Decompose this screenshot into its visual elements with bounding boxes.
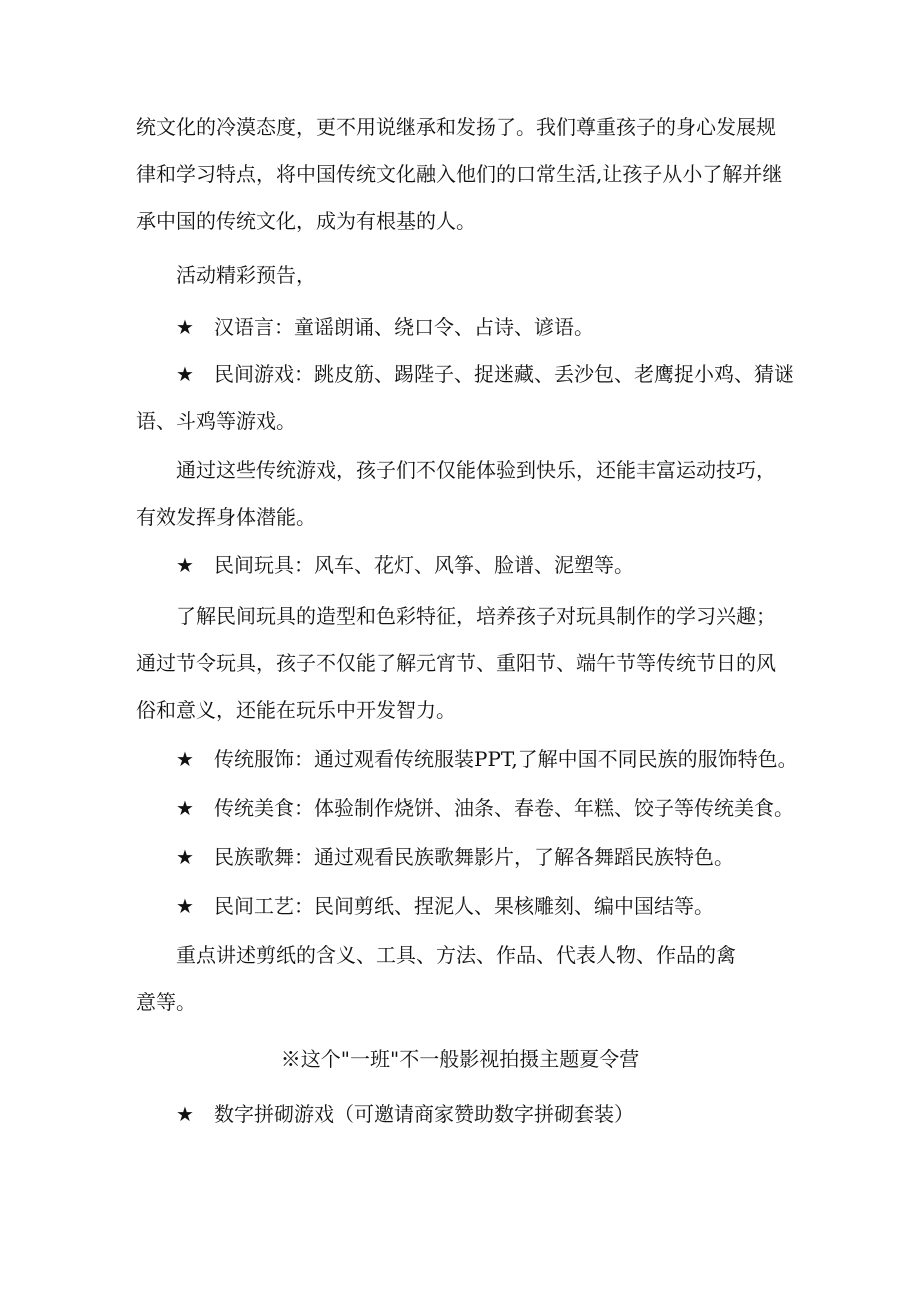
item-folk-toys-text: 民间玩具：风车、花灯、风筝、脸谱、泥塑等。 bbox=[214, 553, 634, 577]
intro-paragraph bbox=[136, 104, 796, 245]
intro-line-2: 律和学习特点，将中国传统文化融入他们的口常生活,让孩子从小了解并继 bbox=[136, 162, 783, 186]
toys-note-line-1: 了解民间玩具的造型和色彩特征，培养孩子对玩具制作的学习兴趣； bbox=[176, 604, 776, 628]
crafts-note-paragraph bbox=[136, 932, 796, 1026]
item-food bbox=[136, 785, 796, 832]
toys-note-line-2: 通过节令玩具，孩子不仅能了解元宵节、重阳节、端午节等传统节日的风 bbox=[136, 651, 776, 675]
item-chinese bbox=[136, 304, 796, 351]
item-dance bbox=[136, 834, 796, 881]
crafts-note-line-1: 重点讲述剪纸的含义、工具、方法、作品、代表人物、作品的禽 bbox=[176, 943, 736, 967]
item-puzzle bbox=[136, 1091, 796, 1138]
star-icon: ★ bbox=[176, 894, 194, 918]
preview-heading-text: 活动精彩预告， bbox=[176, 263, 316, 287]
star-icon: ★ bbox=[176, 796, 194, 820]
star-icon: ★ bbox=[176, 1102, 194, 1126]
preview-heading bbox=[136, 252, 796, 299]
item-costume bbox=[136, 736, 796, 783]
item-chinese-text: 汉语言：童谣朗诵、绕口令、占诗、谚语。 bbox=[214, 315, 594, 339]
item-costume-text: 传统服饰：通过观看传统服装PPT,了解中国不同民族的服饰特色。 bbox=[214, 747, 798, 771]
item-folk-toys bbox=[136, 542, 796, 589]
intro-line-1: 统文化的冷漠态度，更不用说继承和发扬了。我们尊重孩子的身心发展规 bbox=[136, 115, 776, 139]
item-crafts-text: 民间工艺：民间剪纸、捏泥人、果核雕刻、编中国结等。 bbox=[214, 894, 714, 918]
toys-note-paragraph bbox=[136, 593, 796, 734]
star-icon: ★ bbox=[176, 845, 194, 869]
star-icon: ★ bbox=[176, 553, 194, 577]
star-icon: ★ bbox=[176, 315, 194, 339]
item-folk-games-text-2: 语、斗鸡等游戏。 bbox=[136, 409, 296, 433]
crafts-note-line-2: 意等。 bbox=[136, 990, 196, 1014]
item-puzzle-text: 数字拼砌游戏（可邀请商家赞助数字拼砌套装） bbox=[214, 1102, 634, 1126]
item-dance-text: 民族歌舞：通过观看民族歌舞影片，了解各舞蹈民族特色。 bbox=[214, 845, 734, 869]
toys-note-line-3: 俗和意义，还能在玩乐中开发智力。 bbox=[136, 698, 456, 722]
star-icon: ★ bbox=[176, 747, 194, 771]
camp-title: ※这个"一班"不一般影视拍摄主题夏令营 bbox=[280, 1047, 640, 1071]
item-folk-games-text: 民间游戏：跳皮筋、踢陛子、捉迷藏、丢沙包、老鹰捉小鸡、猜谜 bbox=[214, 362, 794, 386]
games-note-paragraph bbox=[136, 447, 796, 541]
star-icon: ★ bbox=[176, 362, 194, 386]
intro-line-3: 承中国的传统文化，成为有根基的人。 bbox=[136, 209, 476, 233]
item-folk-games bbox=[136, 351, 796, 445]
item-crafts bbox=[136, 883, 796, 930]
games-note-line-2: 有效发挥身体潜能。 bbox=[136, 505, 316, 529]
games-note-line-1: 通过这些传统游戏，孩子们不仅能体验到快乐，还能丰富运动技巧， bbox=[176, 458, 776, 482]
item-food-text: 传统美食：体验制作烧饼、油条、春卷、年糕、饺子等传统美食。 bbox=[214, 796, 794, 820]
